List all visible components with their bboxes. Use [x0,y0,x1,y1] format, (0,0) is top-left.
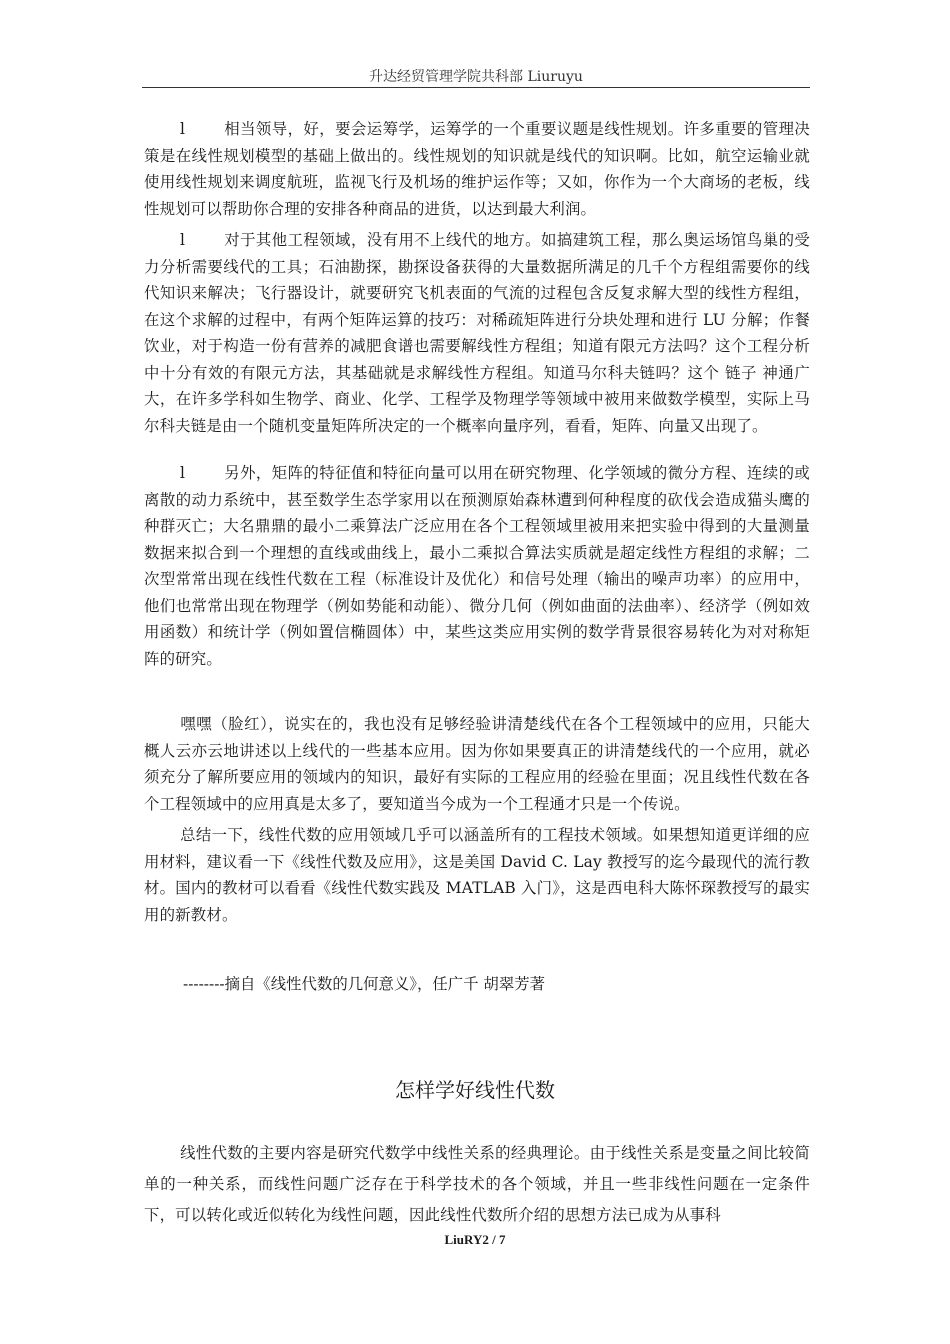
bullet-text: 对于其他工程领域，没有用不上线代的地方。如搞建筑工程，那么奥运场馆鸟巢的受力分析需要线代的工具；石油勘探，勘探设备获得的大量数据所满足的几千个方程组需要你的线代知识来解决；飞行器设计，就要研究飞机表面的气流的过程包含反复求解大型的线性方程组，在这个求解的过程中，有两个矩阵运算的技巧：对稀疏矩阵进行分块处理和进行 LU 分解；作餐饮业，对于构造一份有营养的减肥食谱也需要解线性方程组；知道有限元方法吗？这个工程分析中十分有效的有限元方法，其基础就是求解线性方程组。知道马尔科夫链吗？这个 链子 神通广大，在许多学科如生物学、商业、化学、工程学及物理学等领域中被用来做数学模型，实际上马尔科夫链是由一个随机变量矩阵所决定的一个概率向量序列，看看，矩阵、向量又出现了。 [144,231,810,435]
header-rule [142,87,810,88]
bullet-marker: l [180,464,186,482]
paragraph-text: 嘿嘿（脸红），说实在的，我也没有足够经验讲清楚线代在各个工程领域中的应用，只能大概人云亦云地讲述以上线代的一些基本应用。因为你如果要真正的讲清楚线代的一个应用，就必须充分了解所要应用的领域内的知识，最好有实际的工程应用的经验在里面；况且线性代数在各个工程领域中的应用真是太多了，要知道当今成为一个工程通才只是一个传说。 [144,715,810,813]
bullet-text: 另外，矩阵的特征值和特征向量可以用在研究物理、化学领域的微分方程、连续的或离散的动力系统中，甚至数学生态学家用以在预测原始森林遭到何种程度的砍伐会造成猫头鹰的种群灭亡；大名鼎鼎的最小二乘算法广泛应用在各个工程领域里被用来把实验中得到的大量测量数据来拟合到一个理想的直线或曲线上，最小二乘拟合算法实质就是超定线性方程组的求解；二次型常常出现在线性代数在工程（标准设计及优化）和信号处理（输出的噪声功率）的应用中，他们也常常出现在物理学（例如势能和动能）、微分几何（例如曲面的法曲率）、经济学（例如效用函数）和统计学（例如置信椭圆体）中，某些这类应用实例的数学背景很容易转化为对对称矩阵的研究。 [144,464,810,668]
body-paragraph-2 [144,822,810,928]
bullet-marker: l [180,231,186,249]
page-header: 升达经贸管理学院共科部 Liuruyu [369,69,583,85]
paragraph-text: 总结一下，线性代数的应用领域几乎可以涵盖所有的工程技术领域。如果想知道更详细的应用材料，建议看一下《线性代数及应用》，这是美国 David C. Lay 教授写的迄今最现代的流行教材。国内的教材可以看看《线性代数实践及 MATLAB 入门》，这是西电科大陈怀琛教授写的最实用的新教材。 [144,826,810,924]
section-body-paragraph [144,1138,810,1231]
bullet-paragraph-3 [144,460,810,672]
body-paragraph-1 [144,711,810,817]
bullet-marker: l [180,120,186,138]
bullet-text: 相当领导，好，要会运筹学，运筹学的一个重要议题是线性规划。许多重要的管理决策是在线性规划模型的基础上做出的。线性规划的知识就是线代的知识啊。比如，航空运输业就使用线性规划来调度航班，监视飞行及机场的维护运作等；又如，你作为一个大商场的老板，线性规划可以帮助你合理的安排各种商品的进货，以达到最大利润。 [144,120,810,218]
section-title: 怎样学好线性代数 [395,1078,555,1102]
citation: --------摘自《线性代数的几何意义》，任广千 胡翠芳著 [183,975,545,993]
paragraph-text: 线性代数的主要内容是研究代数学中线性关系的经典理论。由于线性关系是变量之间比较简单的一种关系，而线性问题广泛存在于科学技术的各个领域，并且一些非线性问题在一定条件下，可以转化或近似转化为线性问题，因此线性代数所介绍的思想方法已成为从事科 [144,1144,810,1224]
bullet-paragraph-2 [144,227,810,439]
page-number: LiuRY2 / 7 [444,1232,506,1247]
bullet-paragraph-1 [144,116,810,222]
